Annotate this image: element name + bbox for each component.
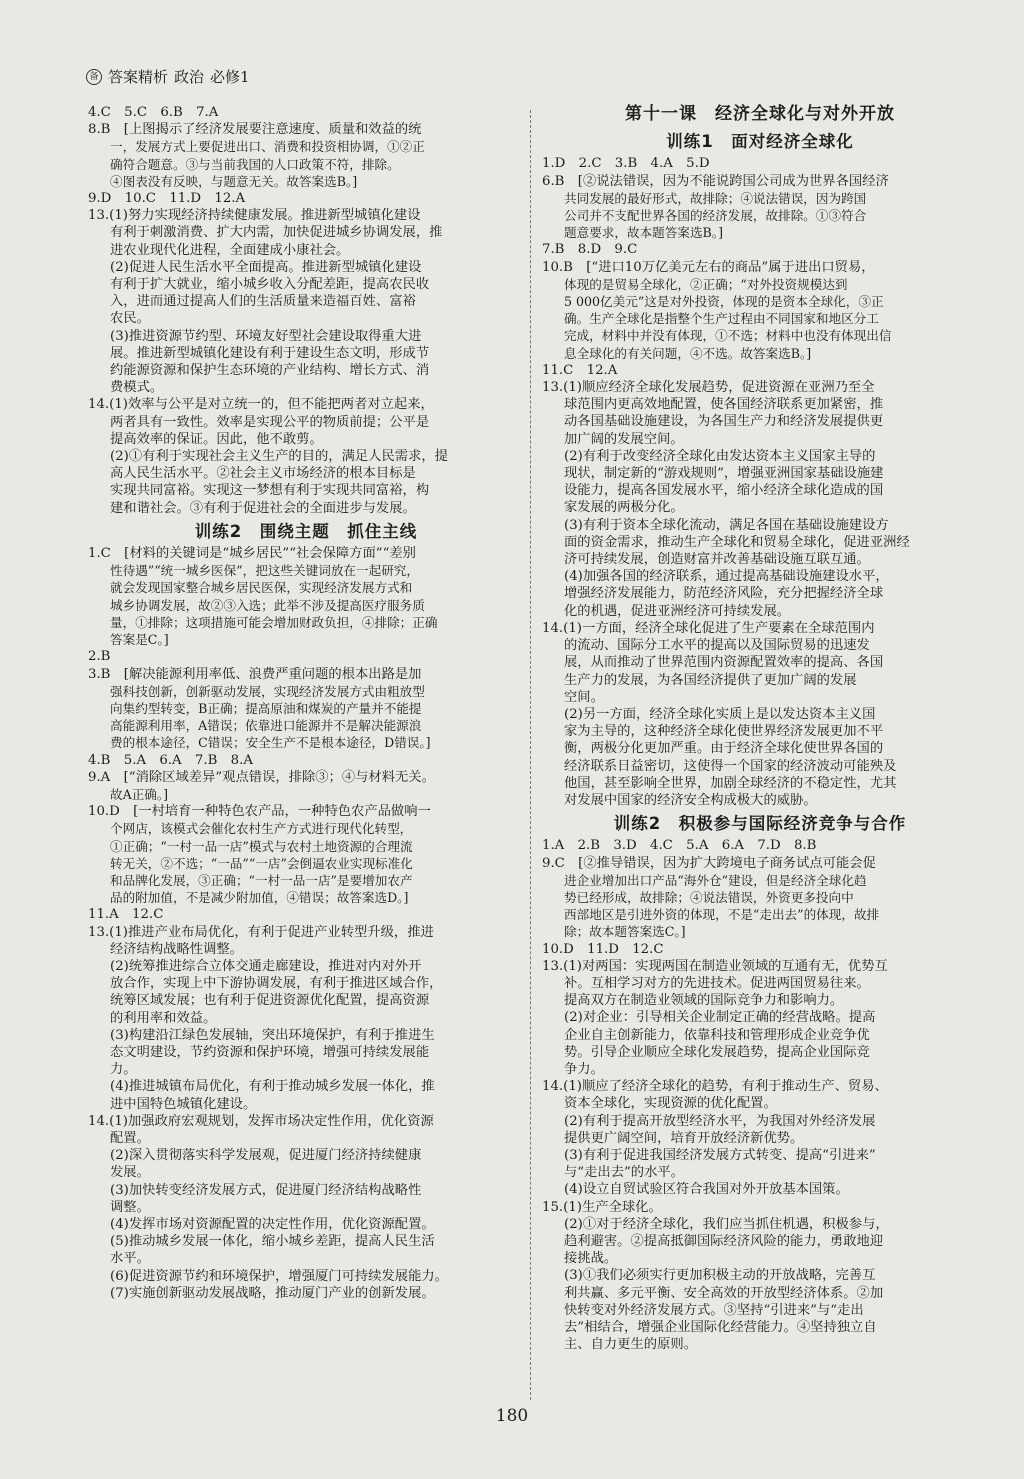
answer-line: 提供更广阔空间，培育开放经济新优势。	[564, 1130, 804, 1146]
running-header	[86, 66, 250, 87]
answer-line: 利共赢、多元平衡、安全高效的开放型经济体系。②加	[564, 1285, 884, 1301]
answer-line: 入，进而通过提高人们的生活质量来造福百姓、富裕	[110, 294, 416, 310]
answer-line: 西部地区是引进外资的体现，不是“走出去”的体现，故排	[564, 907, 880, 923]
header-subject: 政治	[174, 68, 205, 86]
answer-line: 接挑战。	[564, 1251, 618, 1267]
answer-line: 提高效率的保证。因此，他不敢剪。	[110, 431, 323, 447]
answer-line: 9.D 10.C 11.D 12.A	[88, 191, 246, 207]
answer-line: 势。引导企业顺应全球化发展趋势，提高企业国际竞	[564, 1044, 870, 1060]
left-column	[88, 104, 524, 1302]
page-number: 180	[495, 1406, 529, 1426]
answer-line: 1.D 2.C 3.B 4.A 5.D	[542, 156, 710, 172]
answer-line: 14.(1)一方面，经济全球化促进了生产要素在全球范围内	[542, 620, 875, 636]
answer-line: 费模式。	[110, 380, 164, 396]
answer-line: 调整。	[110, 1199, 150, 1215]
answer-line: 快转变对外经济发展方式。③坚持“引进来”与“走出	[564, 1302, 864, 1318]
answer-line: 水平。	[110, 1251, 150, 1267]
answer-line: (2)另一方面，经济全球化实质上是以发达资本主义国	[564, 706, 876, 722]
answer-line: (3)①我们必须实行更加积极主动的开放战略，完善互	[564, 1268, 876, 1284]
answer-line: 建和谐社会。③有利于促进社会的全面进步与发展。	[110, 500, 416, 516]
answer-line: 11.A 12.C	[88, 907, 164, 923]
answer-line: 故A正确。]	[110, 786, 169, 802]
answer-line: 面的资金需求，推动生产全球化和贸易全球化，促进亚洲经	[564, 534, 910, 550]
answer-line: 有利于扩大就业，缩小城乡收入分配差距，提高农民收	[110, 277, 430, 293]
answer-line: 1.C [材料的关键词是“城乡居民”“社会保障方面”“差别	[88, 546, 416, 562]
answer-line: 球范围内更高效地配置，使各国经济联系更加紧密，推	[564, 397, 884, 413]
answer-line: 两者具有一致性。效率是实现公平的物质前提；公平是	[110, 414, 430, 430]
answer-line: 约能源资源和保护生态环境的产业结构、增长方式、消	[110, 363, 430, 379]
answer-line: 转无关，②不选；“一品”“一店”会倒逼农业实现标准化	[110, 855, 413, 871]
answer-line: 4.C 5.C 6.B 7.A	[88, 105, 219, 120]
column-divider	[530, 110, 531, 1400]
answer-line: 济可持续发展，创造财富并改善基础设施互联互通。	[564, 552, 870, 568]
answer-line: 共同发展的最好形式，故排除；④说法错误，因为跨国	[564, 190, 867, 206]
answer-line: (2)有利于提高开放型经济水平，为我国对外经济发展	[564, 1113, 876, 1129]
answer-line: 发展。	[110, 1165, 150, 1181]
answer-line: 向集约型转变，B正确；提高原油和煤炭的产量并不能提	[110, 700, 422, 716]
answer-line: 10.D [一村培育一种特色农产品，一种特色农产品做响一	[88, 804, 431, 820]
answer-line: 配置。	[110, 1130, 150, 1146]
answer-line: 高人民生活水平。②社会主义市场经济的根本目标是	[110, 466, 416, 482]
answer-line: 补。互相学习对方的先进技术。促进两国贸易往来。	[564, 975, 870, 991]
answer-line: 化的机遇，促进亚洲经济可持续发展。	[564, 603, 791, 619]
answer-line: 13.(1)对两国：实现两国在制造业领域的互通有无，优势互	[542, 958, 888, 974]
answer-line: 动各国基础设施建设，为各国生产力和经济发展提供更	[564, 414, 884, 430]
answer-line: 性待遇”“统一城乡医保”，把这些关键词放在一起研究，	[110, 563, 419, 579]
answer-line: 强科技创新，创新驱动发展，实现经济发展方式由粗放型	[110, 683, 425, 699]
answer-line: 公司并不支配世界各国的经济发展，故排除。①③符合	[564, 208, 867, 224]
answer-line: 8.B [上图揭示了经济发展要注意速度、质量和效益的统	[88, 122, 422, 138]
answer-line: (3)有利于资本全球化流动，满足各国在基础设施建设方	[564, 517, 889, 533]
answer-line: 的利用率和效益。	[110, 1010, 217, 1026]
answer-line: 3.B [解决能源利用率低、浪费严重问题的根本出路是加	[88, 666, 422, 682]
answer-line: 企业自主创新能力，依靠科技和管理形成企业竞争优	[564, 1027, 870, 1043]
answer-line: 除；故本题答案选C。]	[564, 924, 686, 940]
answer-line: (4)设立自贸试验区符合我国对外开放基本国策。	[564, 1182, 849, 1198]
answer-line: 的流动、国际分工水平的提高以及国际贸易的迅速发	[564, 638, 870, 654]
header-title: 答案精析	[108, 68, 169, 86]
answer-line: (2)①对于经济全球化，我们应当抓住机遇，积极参与，	[564, 1216, 889, 1232]
answer-line: 5 000亿美元”这是对外投资，体现的是资本全球化，③正	[564, 294, 884, 310]
answer-line: 城乡协调发展，故②③入选；此举不涉及提高医疗服务质	[110, 597, 425, 613]
answer-line: 答案是C。]	[110, 632, 169, 648]
answer-line: 主、自力更生的原则。	[564, 1337, 697, 1353]
section-heading: 训练2 围绕主题 抓住主线	[194, 521, 418, 541]
answer-line: 统筹区域发展；也有利于促进资源优化配置，提高资源	[110, 993, 430, 1009]
header-book: 必修1	[210, 68, 250, 86]
answer-line: 农民。	[110, 311, 150, 327]
answer-line: 1.A 2.B 3.D 4.C 5.A 6.A 7.D 8.B	[542, 838, 817, 854]
answer-line: 15.(1)生产全球化。	[542, 1199, 662, 1215]
answer-line: 7.B 8.D 9.C	[542, 242, 638, 258]
answer-line: 11.C 12.A	[542, 362, 618, 378]
answer-line: 一，发展方式上要促进出口、消费和投资相协调，①②正	[110, 139, 425, 155]
answer-line: 势已经形成，故排除；④说法错误，外资更多投向中	[564, 889, 854, 905]
right-column	[542, 104, 978, 1353]
answer-line: 实现共同富裕。实现这一梦想有利于实现共同富裕，构	[110, 483, 430, 499]
answer-line: 进企业增加出口产品“海外仓”建设，但是经济全球化趋	[564, 872, 867, 888]
answer-line: 资本全球化，实现资源的优化配置。	[564, 1096, 777, 1112]
answer-line: (4)加强各国的经济联系，通过提高基础设施建设水平，	[564, 569, 889, 585]
lesson-title: 第十一课 经济全球化与对外开放	[625, 104, 895, 124]
answer-line: 提高双方在制造业领域的国际竞争力和影响力。	[564, 993, 844, 1009]
answer-line: 力。	[110, 1062, 137, 1078]
answer-line: 体现的是贸易全球化，②正确；“对外投资规模达到	[564, 276, 848, 292]
answer-line: (7)实施创新驱动发展战略，推动厦门产业的创新发展。	[110, 1285, 435, 1301]
answer-line: (2)促进人民生活水平全面提高。推进新型城镇化建设	[110, 259, 422, 275]
answer-line: 10.B [“进口10万亿美元左右的商品”属于进出口贸易，	[542, 259, 875, 275]
answer-line: 高能源利用率，A错误；依靠进口能源并不是解决能源浪	[110, 718, 422, 734]
answer-line: (2)①有利于实现社会主义生产的目的，满足人民需求，提	[110, 449, 448, 465]
answer-line: 9.C [②推导错误，因为扩大跨境电子商务试点可能会促	[542, 855, 876, 871]
answer-line: (6)促进资源节约和环境保护，增强厦门可持续发展能力。	[110, 1268, 448, 1284]
answer-line: ④图表没有反映，与题意无关。故答案选B。]	[110, 173, 358, 189]
answer-line: ①正确；“一村一品一店”模式与农村土地资源的合理流	[110, 838, 413, 854]
section-heading: 训练2 积极参与国际经济竞争与合作	[613, 814, 907, 834]
answer-line: (3)加快转变经济发展方式，促进厦门经济结构战略性	[110, 1182, 422, 1198]
answer-line: 14.(1)顺应了经济全球化的趋势，有利于推动生产、贸易、	[542, 1079, 888, 1095]
answer-line: (4)推进城镇布局优化，有利于推动城乡发展一体化，推	[110, 1079, 435, 1095]
answer-line: 放合作，实现上中下游协调发展，有利于推进区域合作，	[110, 976, 443, 992]
answer-line: (2)统筹推进综合立体交通走廊建设，推进对内对外开	[110, 958, 422, 974]
section-heading: 训练1 面对经济全球化	[666, 132, 854, 152]
answer-line: 个网店，该模式会催化农村生产方式进行现代化转型，	[110, 821, 413, 837]
answer-line: 就会发现国家整合城乡居民医保，实现经济发展方式和	[110, 580, 413, 596]
answer-line: 费的根本途径，C错误；安全生产不是根本途径，D错误。]	[110, 735, 431, 751]
answer-line: 与“走出去”的水平。	[564, 1165, 684, 1181]
answer-line: 去”相结合，增强企业国际化经营能力。④坚持独立自	[564, 1320, 877, 1336]
book-logo-icon: 备	[86, 69, 102, 85]
answer-line: (2)对企业：引导相关企业制定正确的经营战略。提高	[564, 1010, 876, 1026]
answer-line: 14.(1)加强政府宏观规划，发挥市场决定性作用，优化资源	[88, 1113, 434, 1129]
answer-line: 他国，甚至影响全世界，加剧全球经济的不稳定性，尤其	[564, 775, 897, 791]
answer-line: 态文明建设，节约资源和保护环境，增强可持续发展能	[110, 1044, 430, 1060]
answer-line: (4)发挥市场对资源配置的决定性作用，优化资源配置。	[110, 1217, 435, 1232]
answer-line: 展。推进新型城镇化建设有利于建设生态文明，形成节	[110, 345, 430, 361]
answer-line: 进农业现代化进程，全面建成小康社会。	[110, 242, 350, 258]
answer-line: 衡，两极分化更加严重。由于经济全球化使世界各国的	[564, 741, 884, 757]
answer-line: 家发展的两极分化。	[564, 500, 684, 516]
answer-line: 2.B	[88, 649, 111, 665]
answer-line: 增强经济发展能力，防范经济风险，充分把握经济全球	[564, 586, 884, 602]
answer-line: 确符合题意。③与当前我国的人口政策不符，排除。	[110, 156, 400, 172]
answer-line: 家为主导的，这种经济全球化使世界经济发展更加不平	[564, 724, 884, 740]
answer-line: 趋利避害。②提高抵御国际经济风险的能力，勇敢地迎	[564, 1234, 884, 1249]
answer-line: 6.B [②说法错误，因为不能说跨国公司成为世界各国经济	[542, 173, 889, 189]
answer-line: 设能力，提高各国发展水平，缩小经济全球化造成的国	[564, 483, 884, 499]
answer-line: 品的附加值，不是减少附加值，④错误；故答案选D。]	[110, 890, 409, 906]
answer-line: (5)推动城乡发展一体化，缩小城乡差距，提高人民生活	[110, 1234, 435, 1250]
answer-line: 和品牌化发展，③正确；“一村一品一店”是要增加农产	[110, 872, 413, 888]
answer-line: 加广阔的发展空间。	[564, 431, 684, 447]
answer-line: 展，从而推动了世界范围内资源配置效率的提高、各国	[564, 655, 884, 671]
answer-line: 4.B 5.A 6.A 7.B 8.A	[88, 752, 253, 768]
answer-line: 对发展中国家的经济安全构成极大的威胁。	[564, 792, 817, 808]
answer-line: 完成，材料中并没有体现，①不选；材料中也没有体现出信	[564, 328, 892, 344]
answer-line: 进中国特色城镇化建设。	[110, 1096, 257, 1112]
answer-line: 13.(1)推进产业布局优化，有利于促进产业转型升级，推进	[88, 924, 434, 940]
answer-line: 13.(1)努力实现经济持续健康发展。推进新型城镇化建设	[88, 208, 421, 224]
answer-line: 13.(1)顺应经济全球化发展趋势，促进资源在亚洲乃至全	[542, 380, 875, 396]
answer-line: (2)深入贯彻落实科学发展观，促进厦门经济持续健康	[110, 1148, 422, 1164]
answer-line: 9.A [“消除区域差异”观点错误，排除③；④与材料无关。	[88, 769, 435, 785]
answer-line: 经济联系日益密切，这使得一个国家的经济波动可能殃及	[564, 758, 897, 774]
answer-line: 有利于刺激消费、扩大内需，加快促进城乡协调发展，推	[110, 225, 443, 241]
answer-line: 量，①排除；这项措施可能会增加财政负担，④排除；正确	[110, 614, 438, 630]
answer-line: 生产力的发展，为各国经济提供了更加广阔的发展	[564, 672, 857, 688]
answer-line: (3)推进资源节约型、环境友好型社会建设取得重大进	[110, 328, 422, 344]
answer-line: 争力。	[564, 1061, 604, 1077]
answer-line: (3)构建沿江绿色发展轴，突出环境保护，有利于推进生	[110, 1027, 435, 1043]
answer-line: (2)有利于改变经济全球化由发达资本主义国家主导的	[564, 448, 876, 464]
answer-line: (3)有利于促进我国经济发展方式转变、提高“引进来”	[564, 1147, 876, 1163]
answer-line: 空间。	[564, 689, 604, 705]
answer-line: 息全球化的有关问题，④不选。故答案选B。]	[564, 345, 812, 361]
answer-line: 14.(1)效率与公平是对立统一的，但不能把两者对立起来，	[88, 397, 434, 413]
answer-line: 10.D 11.D 12.C	[542, 941, 664, 957]
answer-line: 确。生产全球化是指整个生产过程由不同国家和地区分工	[564, 311, 879, 327]
answer-line: 题意要求，故本题答案选B。]	[564, 225, 723, 241]
answer-line: 现状，制定新的“游戏规则”，增强亚洲国家基础设施建	[564, 466, 884, 482]
answer-line: 经济结构战略性调整。	[110, 941, 243, 957]
